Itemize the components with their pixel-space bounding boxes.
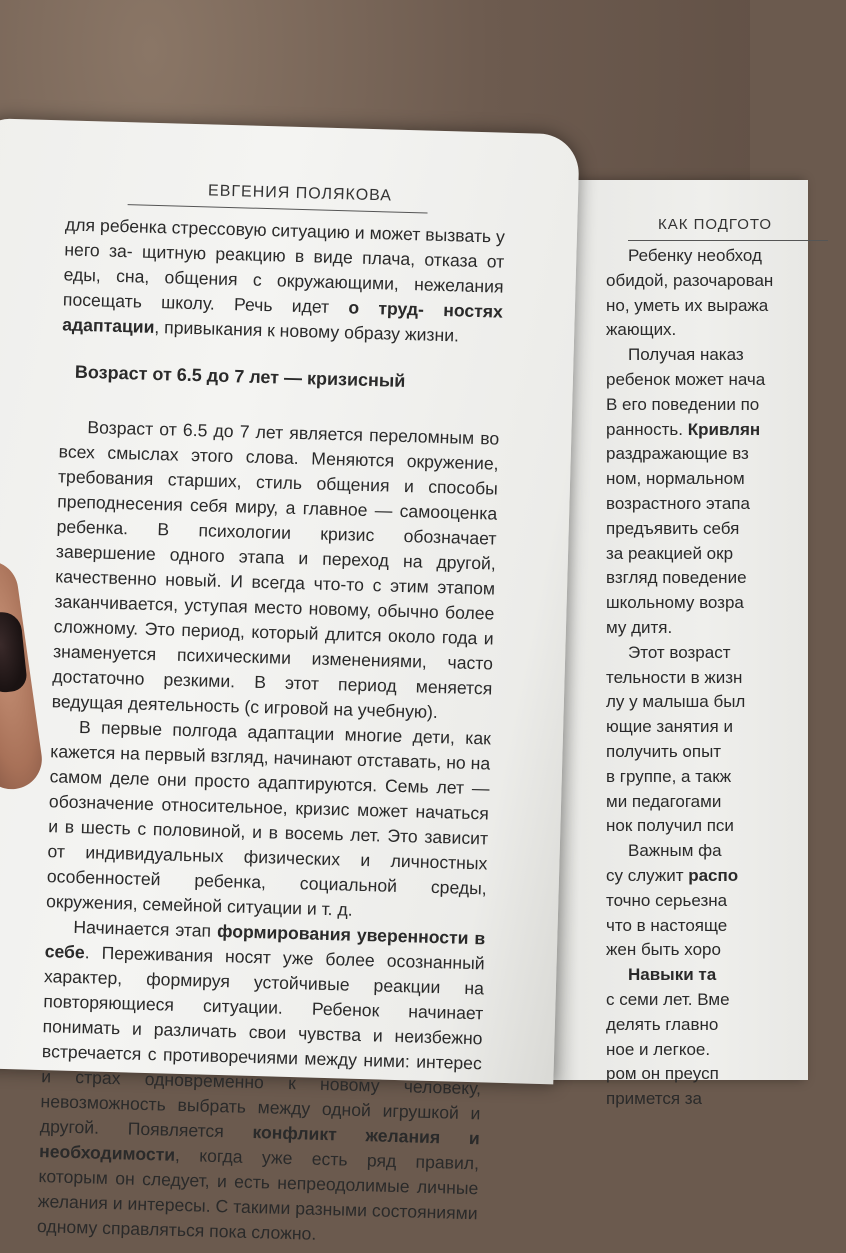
right-text-line: с семи лет. Вме — [606, 989, 730, 1009]
right-text-line: В его поведении по — [606, 394, 760, 414]
right-text-line: обидой, разочарован — [606, 270, 774, 290]
right-text-line: ранность. Кривлян — [606, 419, 761, 439]
paragraph-3: Начинается этап формирования уверенности в себе. Переживания носят уже более осознанный характер, формируя устойчивые реакции на повторяющиеся ситуации. Ребенок начинает понимать и различать свои чувства и неизбежно встречается с противоречиями между ними: интерес и страх одновременно к новому человеку, невозможность выбрать между одной игрушкой и другой. Появляется конфликт желания и необходимости, когда уже есть ряд правил, которым он следует, и есть непреодолимые личные желания и интересы. С такими разными состояниями одному справляться пока сложно. — [36, 916, 486, 1244]
right-text-line: лу у малыша был — [606, 692, 746, 712]
right-text-line: жающих. — [606, 320, 677, 340]
right-text-column — [606, 244, 846, 1112]
right-text-line: тельности в жизн — [606, 667, 743, 687]
right-text-line: получить опыт — [606, 741, 722, 761]
right-running-head: КАК ПОДГОТО — [658, 216, 773, 233]
right-text-line: Важным фа — [628, 841, 722, 861]
paragraph-1: Возраст от 6.5 до 7 лет является переломным во всех смыслах этого слова. Меняются окружение, требования старших, стиль общения и способы преподнесения себя миру, а главное — самооценка ребенка. В психологии кризис обозначает завершение одного этапа и переход на другой, качественно новый. И всегда что-то с этим этапом заканчивается, уступая место новому, обычно более сложному. Это период, который длится около года и знаменуется психическими изменениями, часто достаточно резкими. В этот период меняется ведущая деятельность (с игровой на учебную). — [51, 417, 500, 723]
right-text-line: взгляд поведение — [606, 568, 747, 588]
right-text-line: Получая наказ — [628, 345, 744, 365]
left-page — [0, 118, 580, 1244]
right-text-line: Этот возраст — [628, 642, 731, 662]
right-text-line: точно серьезна — [606, 890, 728, 910]
right-header-rule — [628, 240, 828, 241]
right-text-line: ром он преусп — [606, 1064, 719, 1084]
right-text-line: предъявить себя — [606, 518, 740, 538]
right-text-line: школьному возра — [606, 593, 744, 613]
section-title: Возраст от 6.5 до 7 лет — кризисный — [74, 361, 406, 391]
right-text-line: в группе, а такж — [606, 766, 732, 786]
right-text-line: возрастного этапа — [606, 493, 750, 513]
right-text-line: Навыки та — [628, 965, 717, 985]
right-text-line: что в настояще — [606, 915, 728, 935]
right-text-line: примется за — [606, 1089, 703, 1109]
right-text-line: жен быть хоро — [606, 940, 721, 960]
running-head: ЕВГЕНИЯ ПОЛЯКОВА — [207, 182, 393, 205]
intro-paragraph: для ребенка стрессовую ситуацию и может вызвать у него за- щитную реакцию в виде плача, отказа от еды, сна, общения с окружающими, нежелания посещать школу. Речь идет о труд- ностях адаптации, привыкания к новому образу жизни. — [61, 214, 506, 346]
right-text-line: су служит распо — [606, 865, 739, 885]
right-text-line: ми педагогами — [606, 791, 722, 811]
right-text-line: ребенок может нача — [606, 369, 766, 389]
right-text-line: делять главно — [606, 1014, 719, 1034]
right-text-line: раздражающие вз — [606, 444, 749, 464]
right-text-line: Ребенку необход — [628, 246, 762, 265]
right-page — [548, 180, 808, 1109]
right-text-line: но, уметь их выража — [606, 295, 769, 315]
right-text-line: ном, нормальном — [606, 469, 745, 489]
paragraph-2: В первые полгода адаптации многие дети, как кажется на первый взгляд, начинают отставать, но на самом деле они просто адаптируются. Семь лет — обозначение относительное, кризис может начаться и в шесть с половиной, и в восемь лет. Это зависит от индивидуальных физических и личностных особенностей ребенка, социальной среды, окружения, семейной ситуации и т. д. — [45, 717, 492, 920]
body-text — [37, 212, 506, 1251]
right-text-line: ющие занятия и — [606, 717, 733, 737]
header-rule — [128, 204, 428, 213]
right-text-line: му дитя. — [606, 617, 673, 637]
right-text-line: ное и легкое. — [606, 1039, 711, 1059]
right-text-line: нок получил пси — [606, 816, 734, 836]
right-text-line: за реакцией окр — [606, 543, 734, 563]
